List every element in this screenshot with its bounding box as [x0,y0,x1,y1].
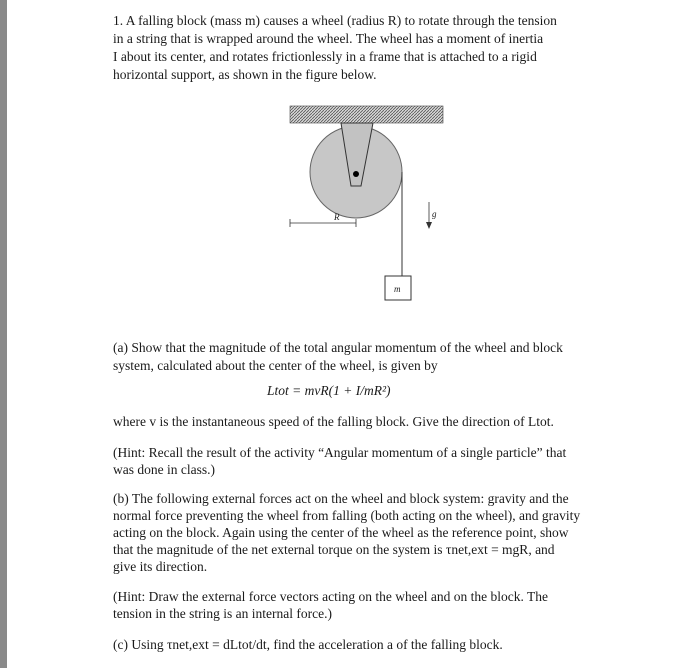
intro-line-1: 1. A falling block (mass m) causes a wheel (radius R) to rotate through the tension [113,13,557,28]
part-b-hint-line-2: tension in the string is an internal force.) [113,606,332,621]
part-a-equation: Ltot = mvR(1 + I/mR²) [267,383,391,398]
part-a-line-1: (a) Show that the magnitude of the total angular momentum of the wheel and block [113,340,563,355]
part-c-line-1: (c) Using τnet,ext = dLtot/dt, find the acceleration a of the falling block. [113,637,503,652]
axle [353,171,359,177]
intro-line-3: I about its center, and rotates frictionlessly in a frame that is attached to a rigid [113,49,537,64]
ceiling-support [290,106,443,123]
intro-line-4: horizontal support, as shown in the figure below. [113,67,377,82]
part-a-hint-line-2: was done in class.) [113,462,215,477]
part-b-line-2: normal force preventing the wheel from falling (both acting on the wheel), and gravity [113,508,581,523]
part-b-line-3: acting on the block. Again using the center of the wheel as the reference point, show [113,525,569,540]
pulley-figure [288,104,448,309]
part-b-line-1: (b) The following external forces act on the wheel and block system: gravity and the [113,491,569,506]
gravity-label: g [432,209,437,219]
radius-label: R [334,212,340,222]
part-a-after-equation: where v is the instantaneous speed of the falling block. Give the direction of Ltot. [113,414,554,429]
part-a-hint-line-1: (Hint: Recall the result of the activity “Angular momentum of a single particle” that [113,445,567,460]
part-a-line-2: system, calculated about the center of the wheel, is given by [113,358,438,373]
part-b-line-5: give its direction. [113,559,208,574]
part-b-hint-line-1: (Hint: Draw the external force vectors acting on the wheel and on the block. The [113,589,548,604]
part-b-line-4: that the magnitude of the net external torque on the system is τnet,ext = mgR, and [113,542,555,557]
intro-line-2: in a string that is wrapped around the wheel. The wheel has a moment of inertia [113,31,544,46]
mass-label: m [394,284,401,294]
